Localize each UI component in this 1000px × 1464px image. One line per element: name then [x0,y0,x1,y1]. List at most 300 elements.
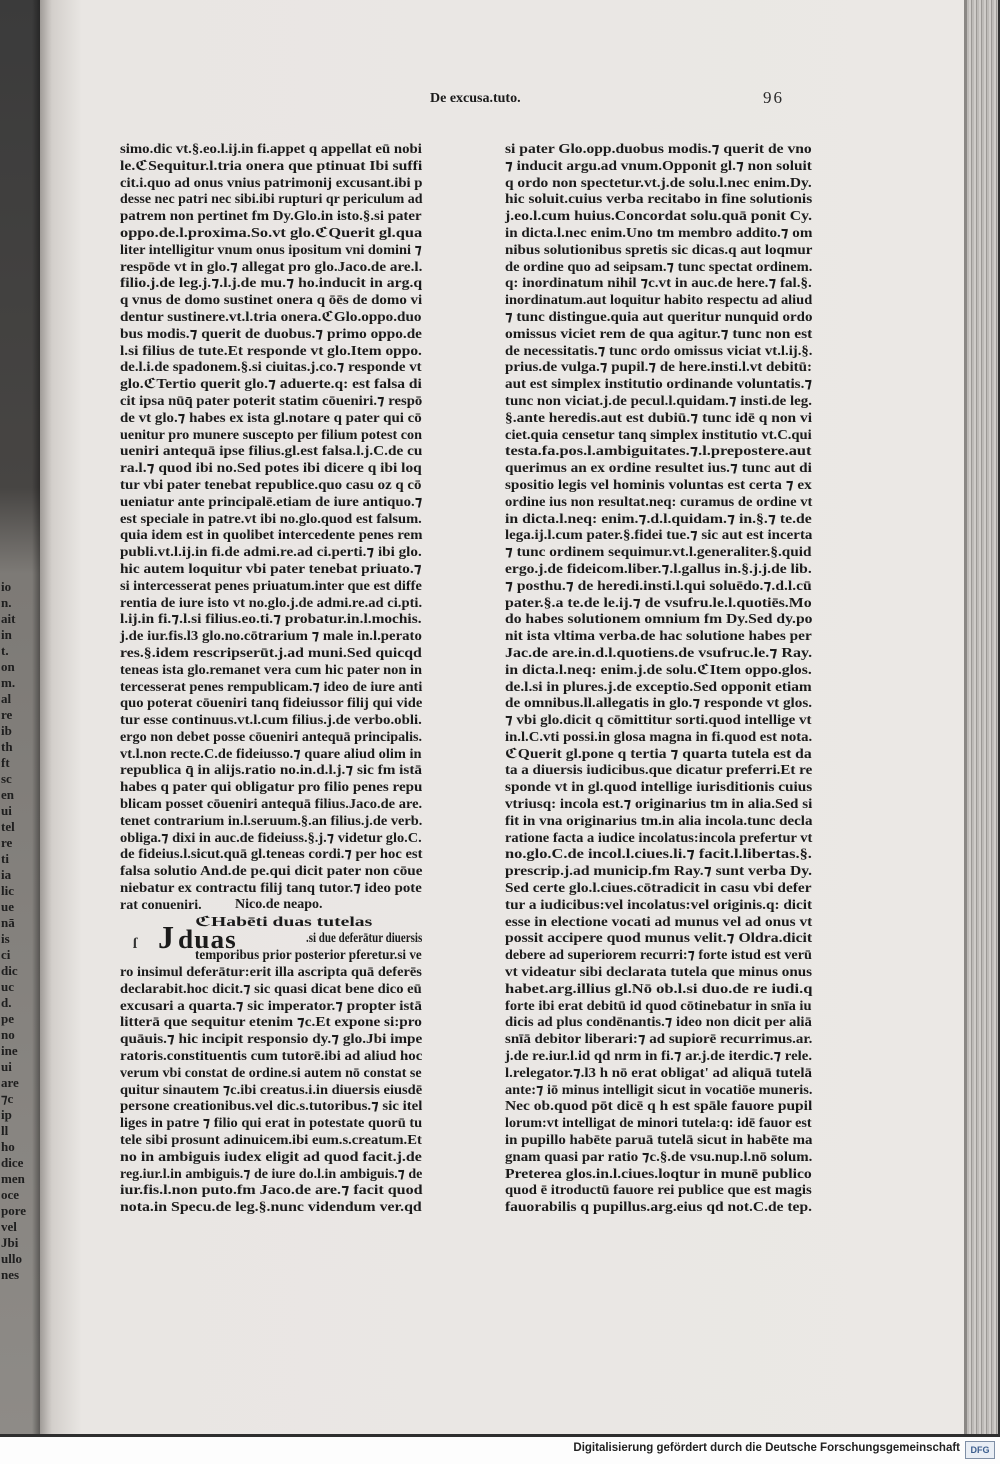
right-column-line [505,695,812,712]
gutter-fragment: en [1,787,14,802]
right-column-line [505,1166,812,1183]
right-column-line [505,460,812,477]
gutter-fragment: tel [1,819,15,834]
right-column-line-text: ⁊ tunc distingue.quia aut queritur nunquid ordo [505,309,813,325]
right-column-line [505,527,812,544]
opening-line [306,930,422,947]
left-column-line-text: excusari a quarta.⁊ sic imperator.⁊ propter istā [120,998,422,1014]
right-column-line-text: vt videatur sibi declarata tutela que minus onus [505,965,813,981]
right-column-line [505,578,812,595]
right-column-line-text: lorum:vt intelligat de minori tutela:q: idē fauor est [505,1116,812,1132]
right-column-line-text: tur a iudicibus:vel incolatus:vel originis.q: dicit [505,897,813,913]
gutter-fragment: ui [1,803,12,818]
left-column-line-text: vt.l.non recte.C.de fideiusso.⁊ quare aliud olim in [120,746,422,762]
right-column-line-text: tunc non viciat.j.de pecul.l.quidam.⁊ insti.de leg. [505,393,813,409]
gutter-fragment: nes [1,1267,20,1282]
right-column-line [505,729,812,746]
right-column-line-text: hic soluit.cuius verba recitabo in fine solutionis [505,192,813,208]
right-column-line-text: prescrip.j.ad municip.fm Ray.⁊ sunt verba Dy. [505,864,813,880]
right-column-line [505,225,812,242]
right-column-line [505,998,812,1015]
gutter-fragment: Jbi [1,1235,19,1250]
chapter-opening [120,914,422,964]
dfg-logo: DFG [965,1441,995,1459]
left-column-line [120,410,422,427]
right-column-line-text: Preterea glos.in.l.ciues.loqtur in munē publico [505,1166,812,1182]
left-column-line [120,393,422,410]
right-column-line-text: ante:⁊ iō minus intelligit sicut in vocatiōe muneris. [505,1082,813,1098]
rubric-text: ℭHabēti duas tutelas [195,914,373,930]
right-column-line [505,762,812,779]
gutter-fragment: lic [1,883,14,898]
right-column-line-text: fit in vna originarius tm.in alia incola.tunc decla [505,813,813,829]
left-column-line-text: blicam posset cōueniri antequā filius.Jaco.de are. [120,797,423,813]
left-column-line [120,427,422,444]
right-column-line [505,191,812,208]
left-column-line-text: falsa solutio And.de pe.qui dicit pater non cōue [120,864,423,880]
left-column-line-text: quitur sinautem ⁊c.ibi creatus.i.in diuersis eiusdē [120,1082,423,1098]
left-column-line-text: l.ij.in fi.⁊.l.si filius.eo.ti.⁊ probatur.in.l.mochis. [120,612,422,628]
left-column-line [120,1014,422,1031]
right-column-line [505,1065,812,1082]
closing-line [120,897,422,914]
left-column-line [120,679,422,696]
left-column-line [120,981,422,998]
left-column-line [120,830,422,847]
right-column-line-text: inordinatum.aut loquitur habito respectu ad aliud [505,293,813,309]
right-column-line [505,1115,812,1132]
left-column-line [120,880,422,897]
right-column-line-text: in pupillo habēte paruā tutelā sicut in habēte ma [505,1133,813,1149]
left-column-line-text: cit ipsa nūq̄ pater poterit statim cōueniri.⁊ respō [120,393,423,409]
gutter-fragment: m. [1,675,16,690]
left-column-line-text: quo poterat cōueniri tanq fideiussor filij qui vide [120,696,423,712]
left-column-line-text: republica q̄ in alijs.ratio no.in.d.l.j.⁊ sic fm istā [120,763,423,779]
right-column-line [505,561,812,578]
left-column-line-text: ueniri antequā ipse filius.gl.est falsa.l.j.C.de cu [120,444,423,460]
right-column-line-text: fauorabilis q pupillus.arg.eius qd not.C.de tep. [505,1200,812,1216]
right-column-line [505,779,812,796]
right-column-line-text: spositio legis vel hominis voluntas est certa ⁊ ex [505,477,812,493]
right-column-line-text: esse in electione vocati ad munus vel ad onus vt [505,914,813,930]
left-column-line [120,527,422,544]
footer-banner [0,1437,1000,1464]
left-column-line-text: liter intelligitur vnum onus ipositum vni domini ⁊ [120,242,422,258]
right-column-line [505,494,812,511]
decorated-initial: J [158,918,174,955]
left-column-line-text: no in ambiguis iudex eligit ad quod facit.j.de [120,1149,422,1165]
left-column-line [120,376,422,393]
left-column-line [120,1182,422,1199]
right-column-line-text: in dicta.l.neq: enim.⁊.d.l.quidam.⁊ in.§.⁊ te.de [505,511,812,527]
right-column-line-text: si pater Glo.opp.duobus modis.⁊ querit de vno [505,142,812,157]
left-column-text-continued [120,964,422,1216]
right-column-line-text: omissus viciet rem de qua agitur.⁊ tunc non est [505,326,813,342]
right-column-line [505,611,812,628]
right-column [505,141,812,1216]
right-column-line-text: ℭQuerit gl.pone q tertia ⁊ quarta tutela est da [505,746,812,762]
right-column-line [505,326,812,343]
right-column-line-text: j.eo.l.cum huius.Concordat solu.quā ponit Cy. [505,209,813,225]
left-column-line-text: filio.j.de leg.j.⁊.l.j.de mu.⁊ ho.inducit in arg.q [120,276,423,292]
right-column-line [505,914,812,931]
right-column-line [505,1098,812,1115]
gutter-fragment: in [1,627,12,642]
left-column-line-text: de fideius.l.sicut.quā gl.teneas cordi.⁊ per hoc est [120,847,423,863]
left-column-line [120,662,422,679]
right-column-line [505,830,812,847]
left-column-line [120,511,422,528]
left-column-line-text: niebatur ex contractu filij tanq tutor.⁊ ideo pote [120,881,422,897]
gutter-fragment: on [1,659,15,674]
left-column-line [120,1098,422,1115]
gutter-fragment: ait [1,611,16,626]
left-column-line-text: obliga.⁊ dixi in auc.de fideiuss.§.j.⁊ videtur glo.C. [120,830,422,846]
right-column-line [505,964,812,981]
left-column-line [120,191,422,208]
gutter-fragment: re [1,835,13,850]
right-column-line [505,662,812,679]
left-column-line-text: uenitur pro munere suscepto per filium potest con [120,427,423,443]
right-column-line-text: Jac.de are.in.d.l.quotiens.de vsufruc.le.⁊ Ray. [505,645,813,661]
left-column-line [120,1115,422,1132]
left-column-line [120,762,422,779]
right-column-line [505,259,812,276]
right-column-line-text: ratione facta a iudice incolatus:incola prefertur vt [505,830,813,846]
gutter-fragment: ti [1,851,9,866]
right-column-line-text: testa.fa.pos.l.ambiguitates.⁊.l.prepostere.aut [505,444,812,460]
gutter-fragment: ⁊c [1,1091,14,1106]
left-column-line [120,494,422,511]
right-column-line [505,343,812,360]
right-column-line [505,242,812,259]
gutter-fragment: th [1,739,13,754]
left-column-line [120,326,422,343]
closing-line-text: rat conueniri. [120,897,202,913]
gutter-fragment: ib [1,723,12,738]
gutter-fragment: io [1,579,12,594]
right-column-line-text: l.relegator.⁊.l3 h nō erat obligat' ad aliquā tutelā [505,1065,812,1081]
right-column-line-text: in dicta.l.neq: enim.j.de solu.ℭItem oppo.glos. [505,662,812,678]
left-column-line [120,141,422,158]
gutter-fragment: ll [1,1123,9,1138]
left-column-line [120,259,422,276]
left-column-line-text: respōde vt in glo.⁊ allegat pro glo.Jaco.de are.l. [120,259,423,275]
left-column-line [120,1199,422,1216]
left-column-line-text: persone creationibus.vel dic.s.tutoribus.⁊ sic itel [120,1099,423,1115]
left-column-line-text: patrem non pertinet fm Dy.Glo.in isto.§.si pater [120,209,422,225]
gutter-fragment: are [1,1075,19,1090]
right-column-line-text: gnam quasi par ratio ⁊c.§.de vsu.nup.l.nō solum. [505,1149,813,1165]
left-column-line-text: res.§.idem rescripserūt.j.ad muni.Sed quicqd [120,645,422,661]
right-column-line-text: ergo.j.de fideicom.liber.⁊.l.gallus in.§.j.j.de lib. [505,561,812,577]
left-column-line-text: ra.l.⁊ quod ibi no.Sed potes ibi dicere q ibi loq [120,461,422,477]
right-column-line [505,1182,812,1199]
gutter-fragment: men [1,1171,25,1186]
running-head: De excusa.tuto. [430,91,521,106]
left-column-line [120,1065,422,1082]
gutter-fragment: al [1,691,12,706]
left-column-line-text: liges in patre ⁊ filio qui erat in potestate quorū tu [120,1116,423,1132]
left-column-line [120,561,422,578]
right-column-line [505,359,812,376]
right-column-line-text: q: inordinatum nihil ⁊c.vt in auc.de here.⁊ fal.§. [505,276,812,292]
left-column-line [120,158,422,175]
right-column-line-text: ⁊ posthu.⁊ de heredi.insti.l.qui soluēdo.⁊.d.l.cū [505,578,812,594]
right-column-line [505,175,812,192]
left-column-line-text: q vnus de domo sustinet onera q ōēs de domo vi [120,293,423,309]
left-column-line [120,225,422,242]
left-column-line [120,863,422,880]
left-column-line [120,477,422,494]
right-column-line-text: §.ante heredis.aut est dubiū.⁊ tunc idē q non vi [505,410,813,426]
gutter-fragment: ui [1,1059,12,1074]
right-column-line-text: in dicta.l.nec enim.Uno tm membro addito.⁊ om [505,225,813,241]
right-column-line [505,947,812,964]
left-column-line [120,595,422,612]
right-column-line-text: vtriusq: incola est.⁊ originarius tm in alia.Sed si [505,797,813,813]
gutter-fragment: is [1,931,10,946]
right-column-line [505,796,812,813]
gutter-fragment: no [1,1027,15,1042]
right-column-line-text: in.l.C.vti possi.in glosa magna in fi.quod est nota. [505,729,813,745]
right-column-line-text: sponde vt in gl.quod intellige iurisditionis cuius [505,780,813,796]
right-column-line-text: quod ē itroductū fauore rei publice que est magis [505,1183,812,1199]
left-column-line [120,628,422,645]
left-column-line [120,998,422,1015]
right-column-line [505,595,812,612]
left-column-line-text: rentia de iure isto vt no.glo.j.de admi.re.ad ci.pti. [120,595,423,611]
right-column-line [505,1132,812,1149]
right-column-line-text: de ordine quo ad seipsam.⁊ tunc spectat ordinem. [505,259,813,275]
left-column-line-text: cit.i.quo ad onus vnius patrimonij excusant.ibi p [120,175,423,191]
gutter-fragment: ia [1,867,12,882]
page-edges [964,0,998,1434]
left-column-line [120,645,422,662]
right-column-line [505,930,812,947]
left-column-line [120,729,422,746]
left-column-line-text: hic autem loquitur vbi pater tenebat priuato.⁊ [120,561,422,577]
left-column-line-text: teneas ista glo.remanet vera cum hic pater non in [120,662,423,678]
right-column-line-text: ta a diuersis iudicibus.que dicatur preferri.Et re [505,763,813,779]
left-column-line [120,208,422,225]
funding-note: Digitalisierung gefördert durch die Deutsche Forschungsgemeinschaft [573,1442,960,1454]
left-column-line-text: tur vbi pater tenebat republice.quo casu oz q cō [120,477,422,493]
gutter-fragment: ue [1,899,14,914]
right-column-line [505,863,812,880]
gutter-fragment: ho [1,1139,15,1154]
gutter-fragment: d. [1,995,12,1010]
gutter-fragment: nā [1,915,15,930]
right-column-line-text: ⁊ inducit argu.ad vnum.Opponit gl.⁊ non soluit [505,158,812,174]
left-column-line-text: de.l.i.de spadonem.§.si ciuitas.j.co.⁊ responde vt [120,360,422,376]
right-column-line-text: no.glo.C.de incol.l.ciues.li.⁊ facit.l.libertas.§. [505,847,812,863]
left-column-line [120,460,422,477]
right-column-line-text: j.de re.iur.l.id qd nrm in fi.⁊ ar.j.de iterdic.⁊ rele. [505,1049,813,1065]
gutter-fragment: ci [1,947,11,962]
right-column-line [505,158,812,175]
left-column-line-text: declarabit.hoc dicit.⁊ sic quasi dicat bene dico eū [120,981,422,997]
left-column [120,141,422,1216]
facing-page-edge [0,0,40,1434]
right-column-line-text: debere ad superiorem recurri:⁊ forte istud est verū [505,948,812,964]
left-column-line [120,1166,422,1183]
right-column-line [505,141,812,158]
margin-mark: ſ [133,935,138,952]
left-column-line [120,813,422,830]
right-column-line-text: nit ista vltima verba.de hac solutione habes per [505,629,812,645]
opening-line-text: .si due deferātur diuersis [306,931,423,947]
left-column-line-text: nota.in Specu.de leg.§.nunc videndum ver.qd [120,1200,422,1216]
left-column-line [120,964,422,981]
right-column-line-text: de omnibus.ll.allegatis in glo.⁊ responde vt glos. [505,696,813,712]
right-column-line [505,410,812,427]
left-column-line [120,695,422,712]
left-column-line-text: desse nec patri nec sibi.ibi rupturi qr periculum ad [120,192,423,208]
left-column-line [120,359,422,376]
left-column-line-text: tur esse continuus.vt.l.cum filius.j.de verbo.obli. [120,713,422,729]
gutter-fragment: re [1,707,13,722]
right-column-line [505,628,812,645]
left-column-line [120,242,422,259]
left-column-line [120,779,422,796]
right-column-line-text: querimus an ex ordine resultet ius.⁊ tunc aut di [505,461,812,477]
right-column-line [505,1031,812,1048]
right-column-line [505,846,812,863]
right-column-line-text: habet.arg.illius gl.Nō ob.l.si duo.de re iudi.q [505,981,813,997]
left-column-line [120,796,422,813]
right-column-line-text: ordine ius non resultat.neq: curamus de ordine vt [505,494,813,510]
left-column-line [120,712,422,729]
right-column-line [505,1149,812,1166]
gutter-fragment: ip [1,1107,12,1122]
right-column-line [505,208,812,225]
left-column-line-text: ueniatur ante principalē.etiam de iure antiquo.⁊ [120,494,423,510]
left-column-line [120,1048,422,1065]
right-column-line [505,880,812,897]
gutter-fragment: vel [1,1219,17,1234]
gutter-fragment: dic [1,963,18,978]
left-column-line-text: litterā que sequitur etenim ⁊c.Et expone si:pro [120,1015,422,1031]
opening-second-line [195,947,422,964]
left-column-line [120,611,422,628]
left-column-line [120,846,422,863]
gutter-fragment: pore [1,1203,27,1218]
right-column-line-text: forte ibi erat debitū id quod cōtinebatur in snīa iu [505,998,812,1014]
left-column-line [120,275,422,292]
left-column-line-text: tercesserat penes rempublicam.⁊ ideo de iure anti [120,679,423,695]
right-column-line [505,443,812,460]
right-column-line [505,679,812,696]
left-column-line [120,1132,422,1149]
right-column-line-text: do habes solutionem omnium fm Dy.Sed dy.po [505,612,813,628]
right-column-line [505,746,812,763]
right-column-line [505,376,812,393]
left-column-line [120,746,422,763]
gutter-fragment: oce [1,1187,20,1202]
right-column-line [505,511,812,528]
left-column-line-text: quāuis.⁊ hic incipit responsio dy.⁊ glo.Jbi impe [120,1032,423,1048]
right-column-line-text: pater.§.a te.de le.ij.⁊ de vsufru.le.l.quotiēs.Mo [505,595,812,611]
left-column-line-text: simo.dic vt.§.eo.l.ij.in fi.appet q appellat eū nobi [120,142,422,157]
left-column-line [120,292,422,309]
left-column-text [120,141,422,897]
opening-second-line-text: temporibus prior posterior pferetur.si ve [195,948,422,964]
left-column-line-text: j.de iur.fis.l3 glo.no.cōtrarium ⁊ male in.l.perato [120,629,422,645]
gutter-fragment: uc [1,979,14,994]
right-column-line-text: ⁊ tunc ordinem sequimur.vt.l.generaliter.§.quid [505,545,812,561]
left-column-line-text: l.si filius de tute.Et responde vt glo.Item oppo. [120,343,422,359]
left-column-line-text: habes q pater qui obligatur pro filio penes repu [120,780,423,796]
right-column-line [505,1048,812,1065]
right-column-line-text: ⁊ vbi glo.dicit q cōmittitur sorti.quod intellige vt [505,713,812,729]
right-column-line [505,427,812,444]
left-column-line [120,443,422,460]
right-column-line [505,292,812,309]
left-column-line-text: verum vbi constat de ordine.si autem nō constat se [120,1065,422,1081]
right-column-line-text: snīā debitor liberari:⁊ ad supiorē recurrimus.ar. [505,1032,813,1048]
left-column-line-text: dentur sustinere.vt.l.tria onera.ℭGlo.oppo.duo [120,309,422,325]
left-column-line [120,1149,422,1166]
right-column-line-text: aut est simplex institutio ordinande voluntatis.⁊ [505,377,813,393]
left-column-line-text: tenet contrarium in.l.seruum.§.an filius.j.de verb. [120,813,423,829]
gutter-fragment: n. [1,595,12,610]
right-column-line-text: ciet.quia censetur tanq simplex institutio vt.C.qui [505,427,812,443]
right-column-line-text: Nec ob.quod pōt dicē q h est spāle fauore pupil [505,1099,813,1115]
left-column-line-text: de vt glo.⁊ habes ex ista gl.notare q pater qui cō [120,410,422,426]
right-column-line-text: possit accipere quod munus velit.⁊ Oldra.dicit [505,931,813,947]
gutter-fragment: sc [1,771,12,786]
right-column-line-text: de necessitatis.⁊ tunc ordo omissus viciat vt.l.ij.§. [505,343,813,359]
gutter-fragment: ft [1,755,10,770]
right-column-line [505,712,812,729]
right-column-line-text: dicis ad plus condēnantis.⁊ ideo non dicit per aliā [505,1015,812,1031]
left-column-line-text: ro insimul deferātur:erit illa ascripta quā deferēs [120,965,422,981]
left-column-line-text: quia idem est in quolibet intercedente penes rem [120,528,423,544]
left-column-line [120,175,422,192]
right-column-line-text: q ordo non spectetur.vt.j.de solu.l.nec enim.Dy. [505,175,812,191]
left-column-line-text: le.ℭSequitur.l.tria onera que ptinuat Ibi suffi [120,158,423,174]
right-column-line [505,1014,812,1031]
right-column-line [505,544,812,561]
right-column-line-text: de.l.si in plures.j.de exceptio.Sed opponit etiam [505,679,812,695]
left-column-line [120,1031,422,1048]
right-column-line [505,813,812,830]
left-column-line-text: tele sibi prosunt adinuicem.ibi eum.s.creatum.Et [120,1133,422,1149]
gutter-fragment: pe [1,1011,14,1026]
left-column-line-text: est speciale in patre.vt ibi no.glo.quod est falsum. [120,511,422,527]
right-column-line [505,393,812,410]
left-column-line-text: ergo non debet posse cōueniri antequā principalis. [120,729,423,745]
gutter-fragment: t. [1,643,9,658]
right-column-line-text: nibus solutionibus spretis sic dicas.q aut loqmur [505,242,813,258]
right-column-line [505,477,812,494]
left-column-line-text: oppo.de.l.proxima.So.vt glo.ℭQuerit gl.qua [120,225,423,241]
gutter-fragment: ine [1,1043,18,1058]
left-column-line-text: glo.ℭTertio querit glo.⁊ aduerte.q: est falsa di [120,377,422,393]
author-signature: Nico.de neapo. [235,896,323,912]
right-column-line-text: lega.ij.l.cum pater.§.fidei tue.⁊ sic aut est incerta [505,528,813,544]
left-column-line-text: publi.vt.l.ij.in fi.de admi.re.ad ci.perti.⁊ ibi glo. [120,545,422,561]
left-column-line [120,1082,422,1099]
left-column-line-text: si intercesserat penes priuatum.inter que est diffe [120,578,422,594]
right-column-line [505,897,812,914]
right-column-line [505,309,812,326]
left-column-line [120,544,422,561]
folio-number: 96 [763,88,784,107]
initial-word-text: duas [178,924,237,954]
gutter-fragment: ullo [1,1251,22,1266]
